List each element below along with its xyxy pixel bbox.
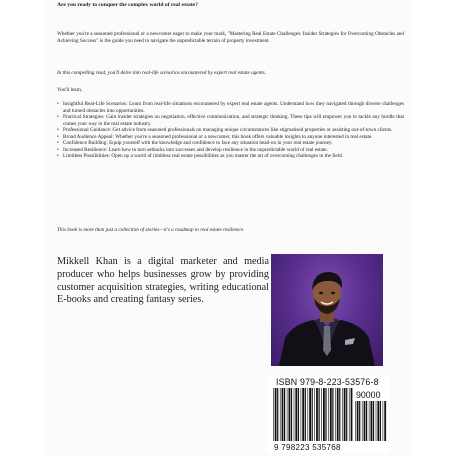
- list-item: • Insightful Real-Life Scenarios: Learn from real-life situations encountered by expert real estate agents. Understand how they navigated through diverse challenges and turned obstacles into opportunities.: [57, 101, 404, 114]
- lead-paragraph: In this compelling read, you'll delve into real-life scenarios encountered by expert real estate agents.: [57, 70, 266, 76]
- bullet-icon: •: [57, 146, 59, 153]
- bullet-icon: •: [57, 133, 59, 140]
- author-portrait-icon: [271, 254, 383, 366]
- list-item: • Confidence Building: Equip yourself with the knowledge and confidence to face any situation head-on in your real estate journey.: [57, 140, 333, 146]
- cover-heading: Are you ready to conquer the complex world of real estate?: [57, 2, 198, 8]
- intro-paragraph: Whether you're a seasoned professional or a newcomer eager to make your mark, "Mastering Real Estate Challenges: Insider Strategies for Overcoming Obstacles and Achieving Success" is the guide you need to navigate the unpredictable terrain of property investment.: [57, 31, 404, 44]
- benefits-list: [57, 101, 404, 160]
- learn-label: You'll learn,: [57, 87, 83, 93]
- list-item: • Increased Resilience: Learn how to turn setbacks into successes and develop resilience in the unpredictable world of real estate.: [57, 146, 328, 153]
- list-item: • Broad Audience Appeal: Whether you're a seasoned professional or a newcomer, this book offers valuable insights to anyone interested in real estate.: [57, 133, 373, 140]
- bullet-icon: •: [57, 153, 59, 159]
- list-item: • Limitless Possibilities: Open up a world of limitless real estate possibilities as you master the art of overcoming challenges in the field.: [57, 153, 344, 159]
- bullet-icon: •: [57, 101, 59, 107]
- barcode-digits: 9 798223 535768: [274, 443, 341, 452]
- bullet-icon: •: [57, 127, 59, 133]
- author-photo: [271, 254, 383, 366]
- bullet-icon: •: [57, 140, 59, 146]
- price-code: 90000: [356, 390, 381, 400]
- isbn-text: ISBN 979-8-223-53576-8: [276, 377, 379, 387]
- list-item: • Professional Guidance: Get advice from seasoned professionals on managing unique circumstances like stigmatised properties or assisting out-of-town clients.: [57, 127, 393, 133]
- closing-line: This book is more than just a collection of stories—it's a roadmap to real estate resilience.: [57, 227, 245, 233]
- bullet-icon: •: [57, 114, 59, 120]
- list-item: • Practical Strategies: Gain insider strategies on negotiation, effective communication, and strategic thinking. These tips will empower you to tackle any hurdle that comes your way in the real estate industry.: [57, 114, 404, 127]
- author-bio: Mikkell Khan is a digital marketer and media producer who helps businesses grow by providing customer acquisition strategies, writing educational E-books and creating fantasy series.: [57, 256, 269, 306]
